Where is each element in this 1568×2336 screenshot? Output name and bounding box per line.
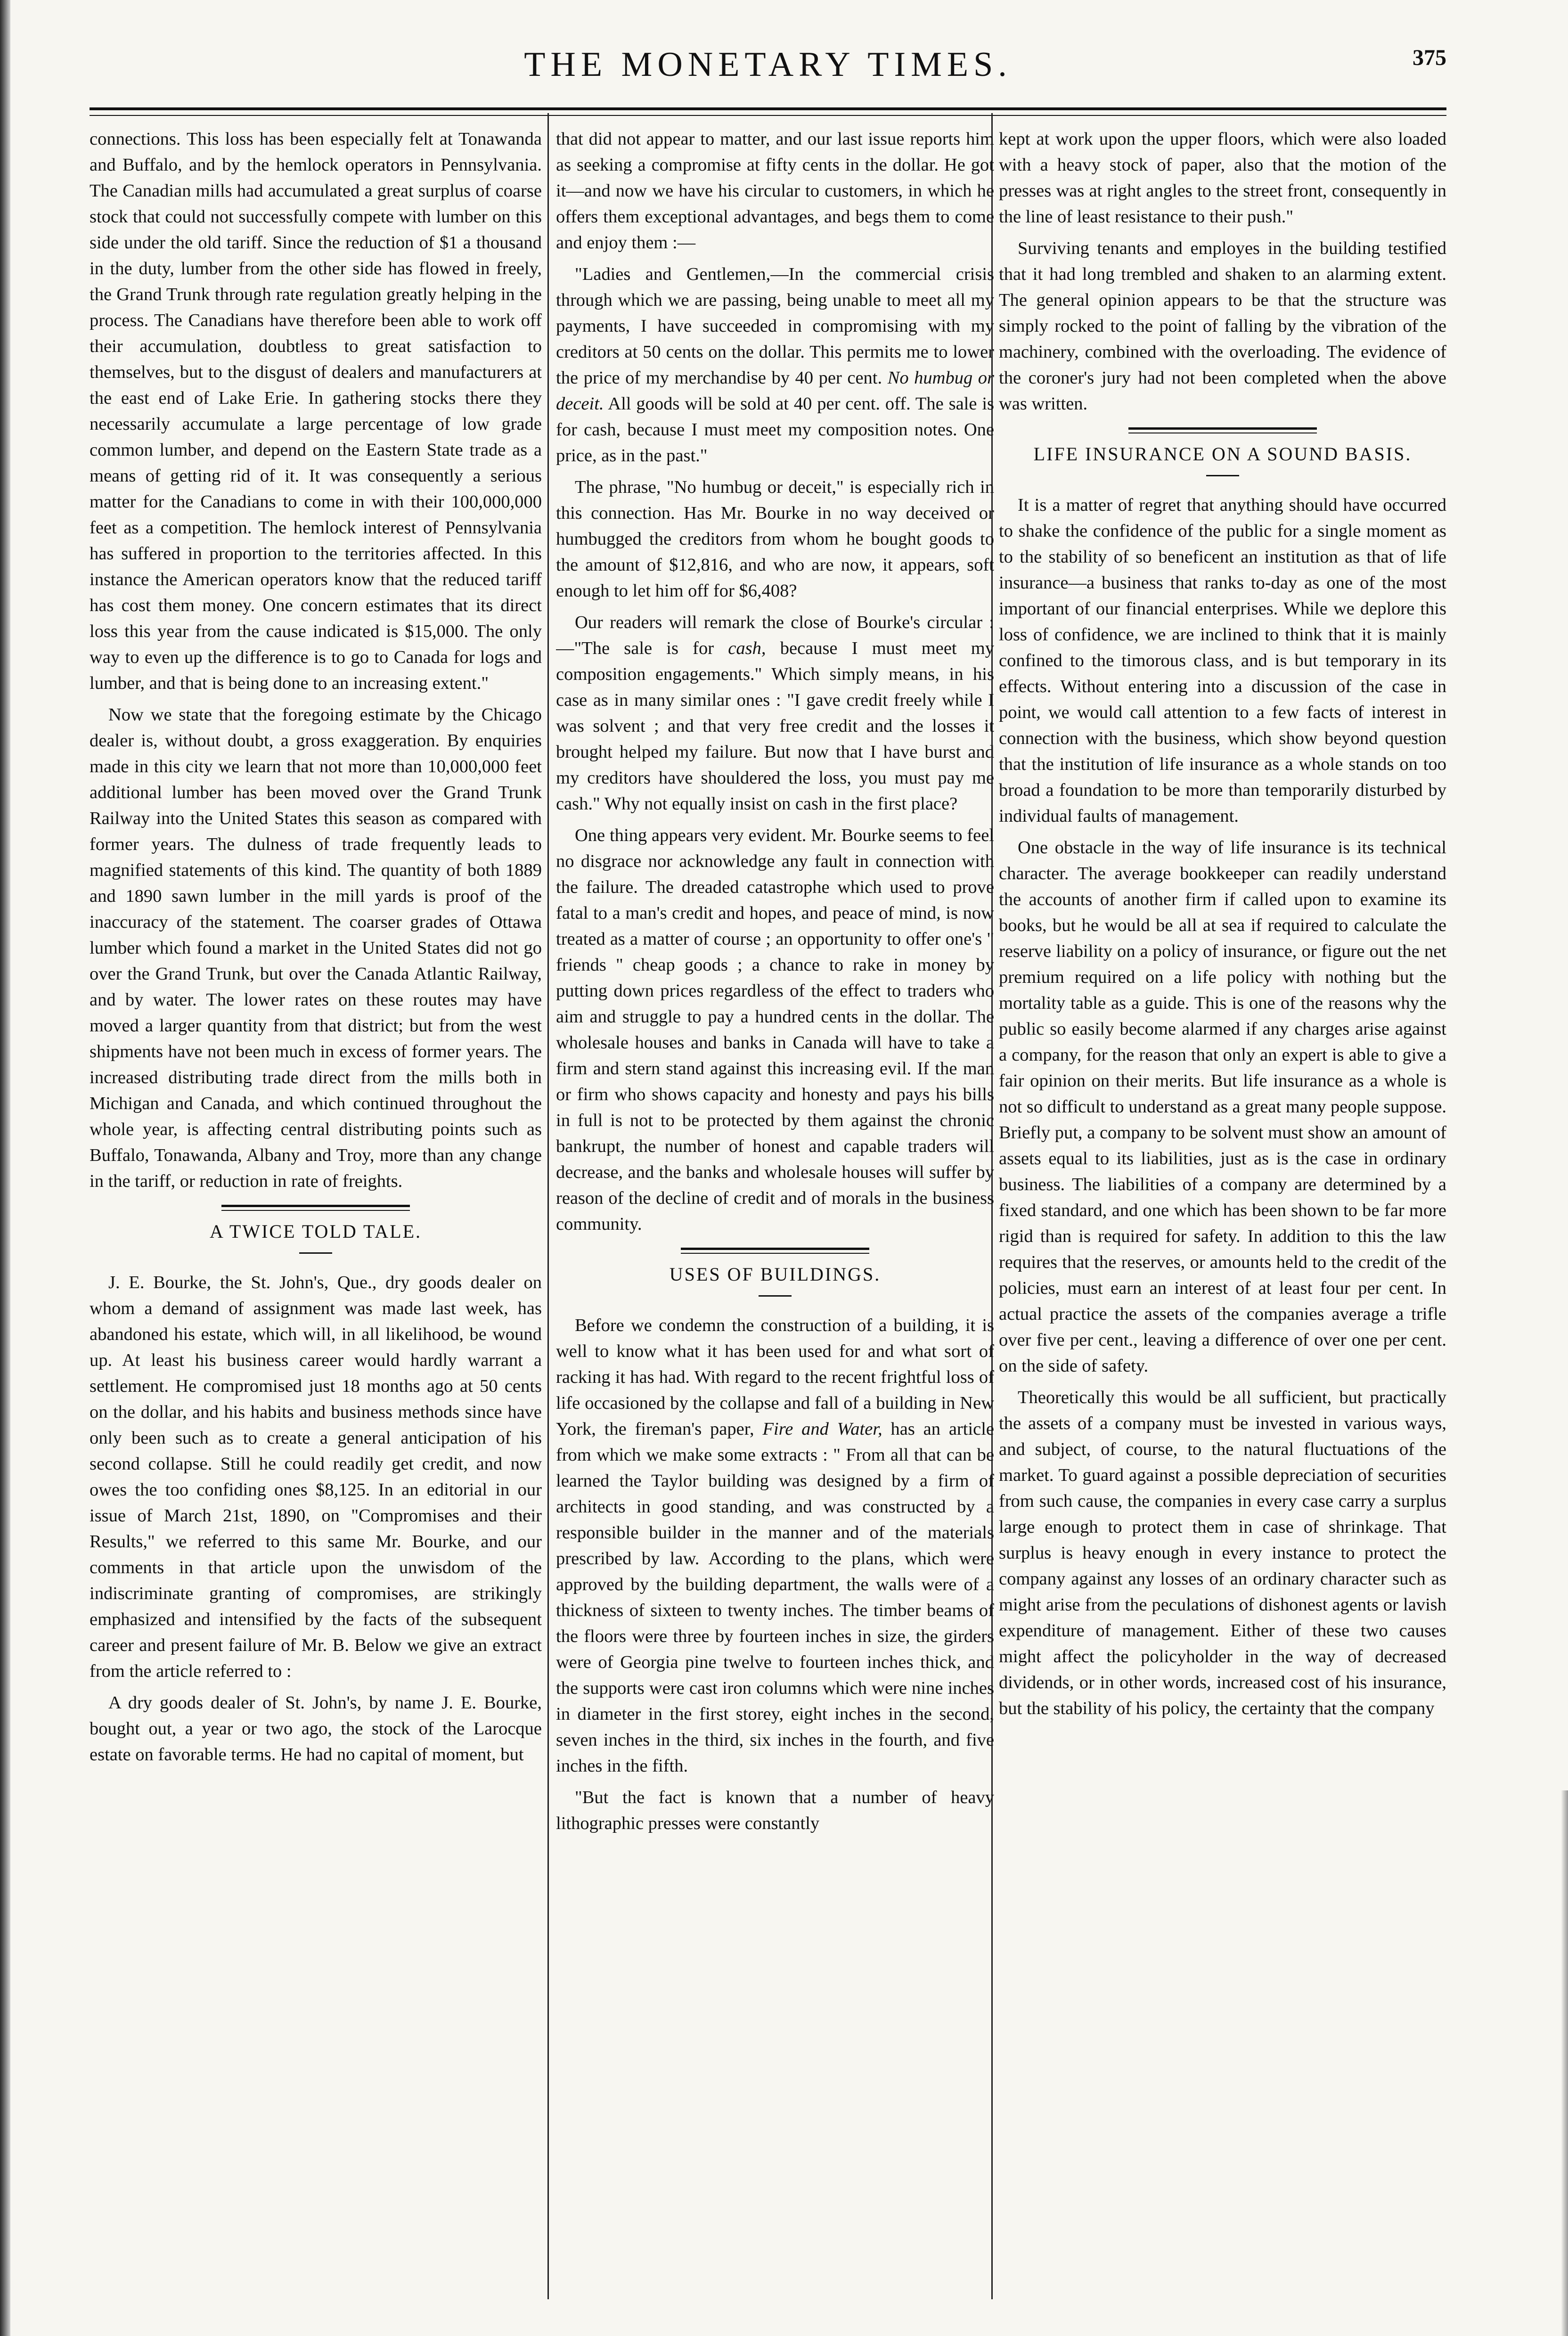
page-number: 375 <box>1413 45 1446 70</box>
heading-short-rule <box>1206 475 1239 476</box>
article-paragraph: J. E. Bourke, the St. John's, Que., dry goods dealer on whom a demand of assignment was made last week, has abandoned his estate, which will, in all likelihood, be wound up. At least his business career would hardly warrant a settlement. He compromised just 18 months ago at 50 cents on the dollar, and his habits and business methods since have only been such as to create a general anticipation of his second collapse. Still he could readily get credit, and now owes the too confiding ones $8,125. In an editorial in our issue of March 21st, 1890, on "Compromises and their Results," we referred to this same Mr. Bourke, and our comments in that article upon the unwisdom of the indiscriminate granting of compromises, are strikingly emphasized and intensified by the facts of the subsequent career and present failure of Mr. B. Below we give an extract from the article referred to : <box>90 1273 542 1681</box>
article-paragraph: "But the fact is known that a number of heavy lithographic presses were constantly <box>556 1788 994 1833</box>
scan-right-edge <box>1561 1790 1568 2336</box>
scan-binding-edge <box>0 0 10 2336</box>
masthead-rule-thick <box>90 107 1446 110</box>
text-run: Our readers will remark the close of Bourke's circular :—"The sale is for <box>556 613 994 658</box>
column-2 <box>556 126 994 2303</box>
heading-short-rule <box>299 1252 332 1254</box>
italic-text-run: cash, <box>728 638 766 658</box>
article-paragraph: that did not appear to matter, and our last issue reports him as seeking a compromise at fifty cents in the dollar. He got it—and now we have his circular to customers, in which he offers them exceptional advantages, and begs them to come and enjoy them :— <box>556 129 994 253</box>
article-paragraph: One obstacle in the way of life insurance is its technical character. The average bookkeeper can readily understand the accounts of another firm if called upon to examine its books, but he would be all at sea if required to calculate the reserve liability on a policy of insurance, or figure out the net premium required on a life policy with nothing but the mortality table as a guide. This is one of the reasons why the public so easily become alarmed if any charges arise against a company, for the reason that only an expert is able to give a fair opinion on their merits. But life insurance as a whole is not so difficult to understand as a great many people suppose. Briefly put, a company to be solvent must show an amount of assets equal to its liabilities, just as is the case in ordinary business. The liabilities of a company are determined by a fixed standard, and one which has been shown to be far more rigid than is required for safety. In addition to this the law requires that the reserves, or amounts held to the credit of the policies, must earn an interest of at least four per cent. In actual practice the assets of the companies average a trifle over five per cent., leaving a difference of over one per cent. on the side of safety. <box>999 838 1446 1376</box>
article-paragraph: It is a matter of regret that anything should have occurred to shake the confidence of the public for a single moment as to the stability of so beneficent an institution as that of life insurance—a business that ranks to-day as one of the most important of our financial enterprises. While we deplore this loss of confidence, we are inclined to think that it is mainly confined to the timorous class, and is but temporary in its effects. Without entering into a discussion of the case in point, we would call attention to a few facts of interest in connection with the business, which show beyond question that the institution of life insurance as a whole stands on too broad a foundation to be more than temporarily disturbed by individual faults of management. <box>999 495 1446 826</box>
section-double-rule <box>1128 427 1317 433</box>
section-double-rule <box>221 1205 410 1211</box>
column-1 <box>90 126 542 2303</box>
article-heading-twice-told-tale: A TWICE TOLD TALE. <box>209 1221 422 1242</box>
heading-short-rule <box>759 1295 792 1297</box>
article-paragraph: A dry goods dealer of St. John's, by name J. E. Bourke, bought out, a year or two ago, the stock of the Larocque estate on favorable terms. He had no capital of moment, but <box>90 1693 542 1764</box>
article-heading-uses-of-buildings: USES OF BUILDINGS. <box>669 1264 881 1285</box>
article-paragraph: Surviving tenants and employes in the building testified that it had long trembled and shaken to an alarming extent. The general opinion appears to be that the structure was simply rocked to the point of falling by the vibration of the machinery, combined with the overloading. The evidence of the coroner's jury had not been completed when the above was written. <box>999 238 1446 414</box>
article-paragraph: kept at work upon the upper floors, which were also loaded with a heavy stock of paper, also that the motion of the presses was at right angles to the street front, consequently in the line of least resistance to their push." <box>999 129 1446 227</box>
column-3 <box>999 126 1446 2303</box>
quoted-circular <box>556 261 994 469</box>
article-paragraph <box>556 1313 994 1779</box>
masthead-rule-thin <box>90 115 1446 116</box>
text-run: because I must meet my composition engagements." Which simply means, in his case as in many similar ones : "I gave credit freely while I was solvent ; and that very free credit and the losses it brought helped my failure. But now that I have burst and my creditors have shouldered the loss, you must pay me cash." Why not equally insist on cash in the first place? <box>556 638 994 814</box>
article-paragraph: connections. This loss has been especially felt at Tonawanda and Buffalo, and by the hemlock operators in Pennsylvania. The Canadian mills had accumulated a great surplus of coarse stock that could not successfully compete with lumber on this side under the old tariff. Since the reduction of $1 a thousand in the duty, lumber from the other side has flowed in freely, the Grand Trunk through rate regulation greatly helping in the process. The Canadians have therefore been able to work off their accumulation, doubtless to great satisfaction to themselves, but to the disgust of dealers and manufacturers at the east end of Lake Erie. In gathering stocks there they necessarily accumulate a large percentage of low grade common lumber, and depend on the Eastern State trade as a means of getting rid of it. It was consequently a serious matter for the Canadians to come in with their 100,000,000 feet as a competition. The hemlock interest of Pennsylvania has suffered in proportion to the territories affected. In this instance the American operators know that the reduced tariff has cost them money. One concern estimates that its direct loss this year from the cause indicated is $15,000. The only way to even up the difference is to go to Canada for logs and lumber, and that is being done to an increasing extent." <box>90 129 542 693</box>
text-run: "Ladies and Gentlemen,—In the commercial crisis through which we are passing, being unable to meet all my payments, I have succeeded in compromising with my creditors at 50 cents on the dollar. This permits me to lower the price of my merchandise by 40 per cent. <box>556 264 994 388</box>
masthead-title: THE MONETARY TIMES. <box>524 45 1012 84</box>
text-run: has an article from which we make some extracts : " From all that can be learned the Taylor building was designed by a firm of architects in good standing, and was constructed by a responsible builder in the manner and of the materials prescribed by law. According to the plans, which were approved by the building department, the walls were of a thickness of sixteen to twenty inches. The timber beams of the floors were three by fourteen inches in size, the girders were of Georgia pine twelve to fourteen inches thick, and the supports were cast iron columns which were nine inches in diameter in the first storey, eight inches in the second, seven inches in the third, six inches in the fourth, and five inches in the fifth. <box>556 1419 994 1776</box>
masthead <box>90 45 1446 92</box>
article-paragraph: One thing appears very evident. Mr. Bourke seems to feel no disgrace nor acknowledge any fault in connection with the failure. The dreaded catastrophe which used to prove fatal to a man's credit and hopes, and peace of mind, is now treated as a matter of course ; an opportunity to offer one's " friends " cheap goods ; a chance to rake in money by putting down prices regardless of the effect to traders who aim and struggle to pay a hundred cents in the dollar. The wholesale houses and banks in Canada will have to take a firm and stern stand against this increasing evil. If the man or firm who shows capacity and honesty and pays his bills in full is not to be protected by them against the chronic bankrupt, the number of honest and capable traders will decrease, and the banks and wholesale houses will suffer by reason of the decline of credit and of morals in the business community. <box>556 825 994 1234</box>
italic-text-run: No humbug or deceit. <box>556 368 994 414</box>
article-heading-life-insurance: LIFE INSURANCE ON A SOUND BASIS. <box>1033 443 1412 465</box>
text-run: Before we condemn the construction of a building, it is well to know what it has been used for and what sort of racking it has had. With regard to the recent frightful loss of life occasioned by the collapse and fall of a building in New York, the fireman's paper, <box>556 1315 994 1439</box>
section-double-rule <box>681 1248 869 1254</box>
italic-text-run: Fire and Water, <box>762 1419 882 1439</box>
article-paragraph: The phrase, "No humbug or deceit," is especially rich in this connection. Has Mr. Bourke in no way deceived or humbugged the creditors from whom he bought goods to the amount of $12,816, and who are now, it appears, soft enough to let him off for $6,408? <box>556 477 994 601</box>
article-paragraph: Theoretically this would be all sufficient, but practically the assets of a company must be invested in various ways, and subject, of course, to the natural fluctuations of the market. To guard against a possible depreciation of securities from such cause, the companies in every case carry a surplus large enough to protect them in case of shrinkage. That surplus is heavy enough in every instance to protect the company against any losses of an ordinary character such as might arise from the peculations of dishonest agents or lavish expenditure of management. Either of these two causes might affect the policyholder in the way of decreased dividends, or in other words, increased cost of his insurance, but the stability of his policy, the certainty that the company <box>999 1388 1446 1718</box>
column-divider-1 <box>547 113 549 2299</box>
article-paragraph: Now we state that the foregoing estimate by the Chicago dealer is, without doubt, a gross exaggeration. By enquiries made in this city we learn that not more than 10,000,000 feet additional lumber has been moved over the Grand Trunk Railway into the United States this season as compared with former years. The dulness of trade frequently leads to magnified statements of this kind. The quantity of both 1889 and 1890 sawn lumber in the mill yards is proof of the inaccuracy of the statement. The coarser grades of Ottawa lumber which found a market in the United States did not go over the Grand Trunk, but over the Canada Atlantic Railway, and by water. The lower rates on these routes may have moved a larger quantity from that district; but from the west shipments have not been much in excess of former years. The increased distributing trade direct from the mills both in Michigan and Canada, and which continued throughout the whole year, is affecting central distributing points such as Buffalo, Tonawanda, Albany and Troy, more than any change in the tariff, or reduction in rate of freights. <box>90 705 542 1191</box>
article-paragraph <box>556 610 994 817</box>
text-run: All goods will be sold at 40 per cent. off. The sale is for cash, because I must meet my composition notes. One price, as in the past." <box>556 394 994 466</box>
